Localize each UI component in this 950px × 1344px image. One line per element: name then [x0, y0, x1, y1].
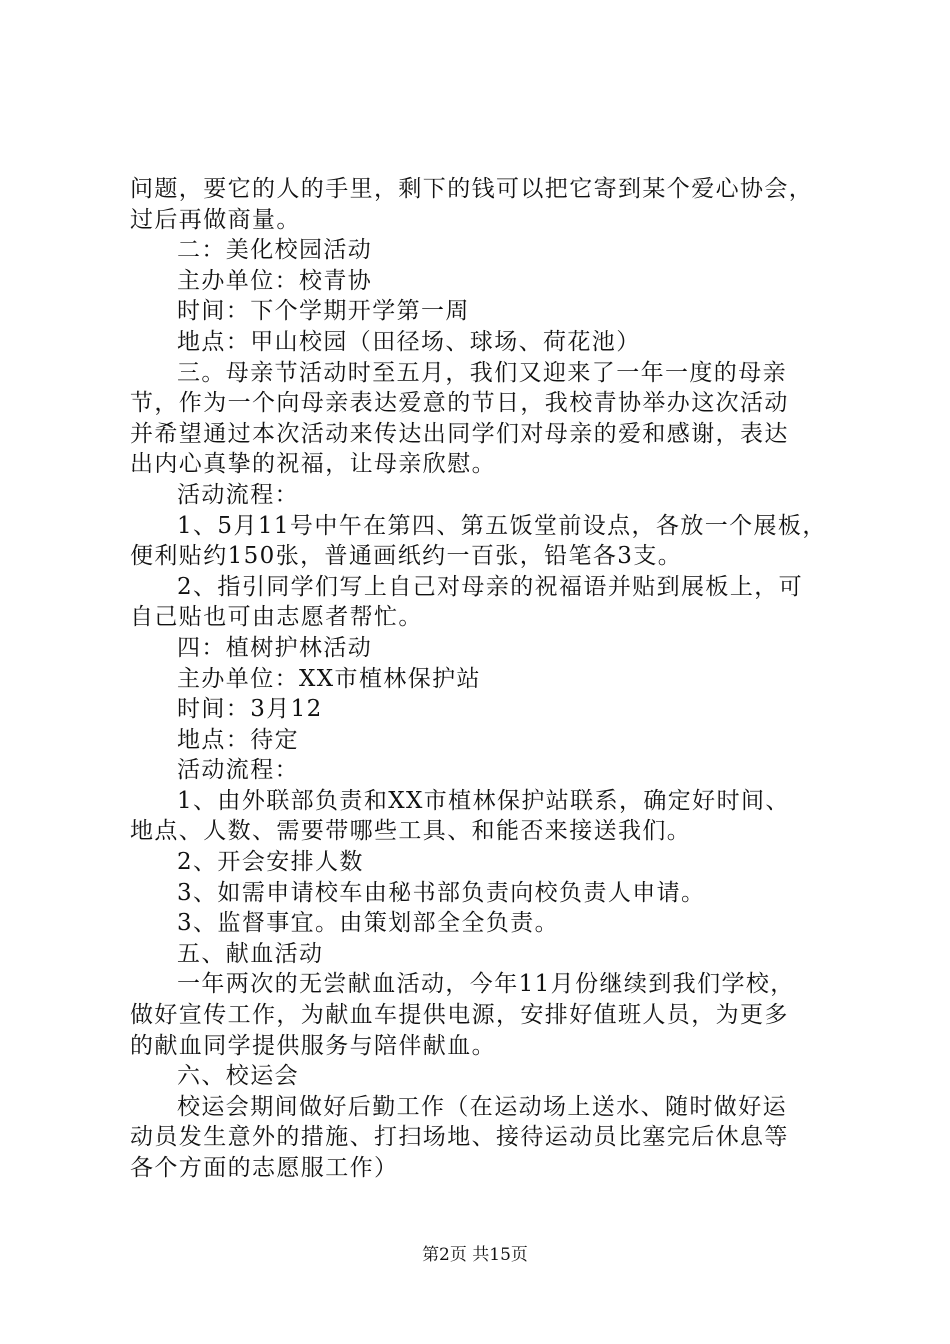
body-line: 并希望通过本次活动来传达出同学们对母亲的爱和感谢，表达 [130, 420, 789, 447]
body-line: 地点：待定 [177, 726, 299, 753]
body-line: 主办单位：XX市植林保护站 [177, 665, 481, 692]
body-line: 出内心真挚的祝福，让母亲欣慰。 [130, 451, 496, 478]
body-line: 各个方面的志愿服工作） [130, 1155, 399, 1181]
body-line: 2、指引同学们写上自己对母亲的祝福语并贴到展板上，可 [177, 573, 804, 600]
body-line: 校运会期间做好后勤工作（在运动场上送水、随时做好运 [177, 1093, 787, 1120]
body-line: 问题，要它的人的手里，剩下的钱可以把它寄到某个爱心协会， [130, 176, 814, 202]
body-line: 2、开会安排人数 [177, 849, 364, 876]
body-line: 地点：甲山校园（田径场、球场、荷花池） [177, 328, 641, 355]
body-line: 自己贴也可由志愿者帮忙。 [130, 604, 423, 631]
body-line: 的献血同学提供服务与陪伴献血。 [130, 1032, 496, 1059]
body-line: 活动流程： [177, 757, 299, 784]
body-line: 节，作为一个向母亲表达爱意的节日，我校青协举办这次活动 [130, 390, 789, 417]
body-line: 做好宣传工作，为献血车提供电源，安排好值班人员，为更多 [130, 1002, 789, 1029]
section-heading: 六、校运会 [177, 1063, 299, 1090]
body-line: 时间：3月12 [177, 696, 323, 723]
body-line: 一年两次的无尝献血活动，今年11月份继续到我们学校， [177, 971, 795, 998]
body-line: 主办单位：校青协 [177, 267, 373, 294]
body-line: 动员发生意外的措施、打扫场地、接待运动员比塞完后休息等 [130, 1124, 789, 1151]
section-heading: 二：美化校园活动 [177, 237, 373, 264]
section-heading: 四：植树护林活动 [177, 634, 373, 661]
body-line: 3、如需申请校车由秘书部负责向校负责人申请。 [177, 879, 706, 906]
body-line: 1、由外联部负责和XX市植林保护站联系，确定好时间、 [177, 787, 790, 814]
section-heading: 三。母亲节活动时至五月，我们又迎来了一年一度的母亲 [177, 359, 787, 386]
section-heading: 五、献血活动 [177, 940, 324, 967]
document-body [130, 174, 850, 1184]
body-line: 1、5月11号中午在第四、第五饭堂前设点，各放一个展板， [177, 512, 827, 539]
body-line: 时间：下个学期开学第一周 [177, 298, 470, 325]
body-line: 3、监督事宜。由策划部全全负责。 [177, 910, 560, 937]
body-line: 活动流程： [177, 481, 299, 508]
body-line: 地点、人数、需要带哪些工具、和能否来接送我们。 [130, 818, 692, 845]
page-number-footer: 第2页 共15页 [422, 1245, 528, 1265]
body-line: 过后再做商量。 [130, 206, 301, 233]
body-line: 便利贴约150张，普通画纸约一百张，铅笔各3支。 [130, 543, 683, 570]
